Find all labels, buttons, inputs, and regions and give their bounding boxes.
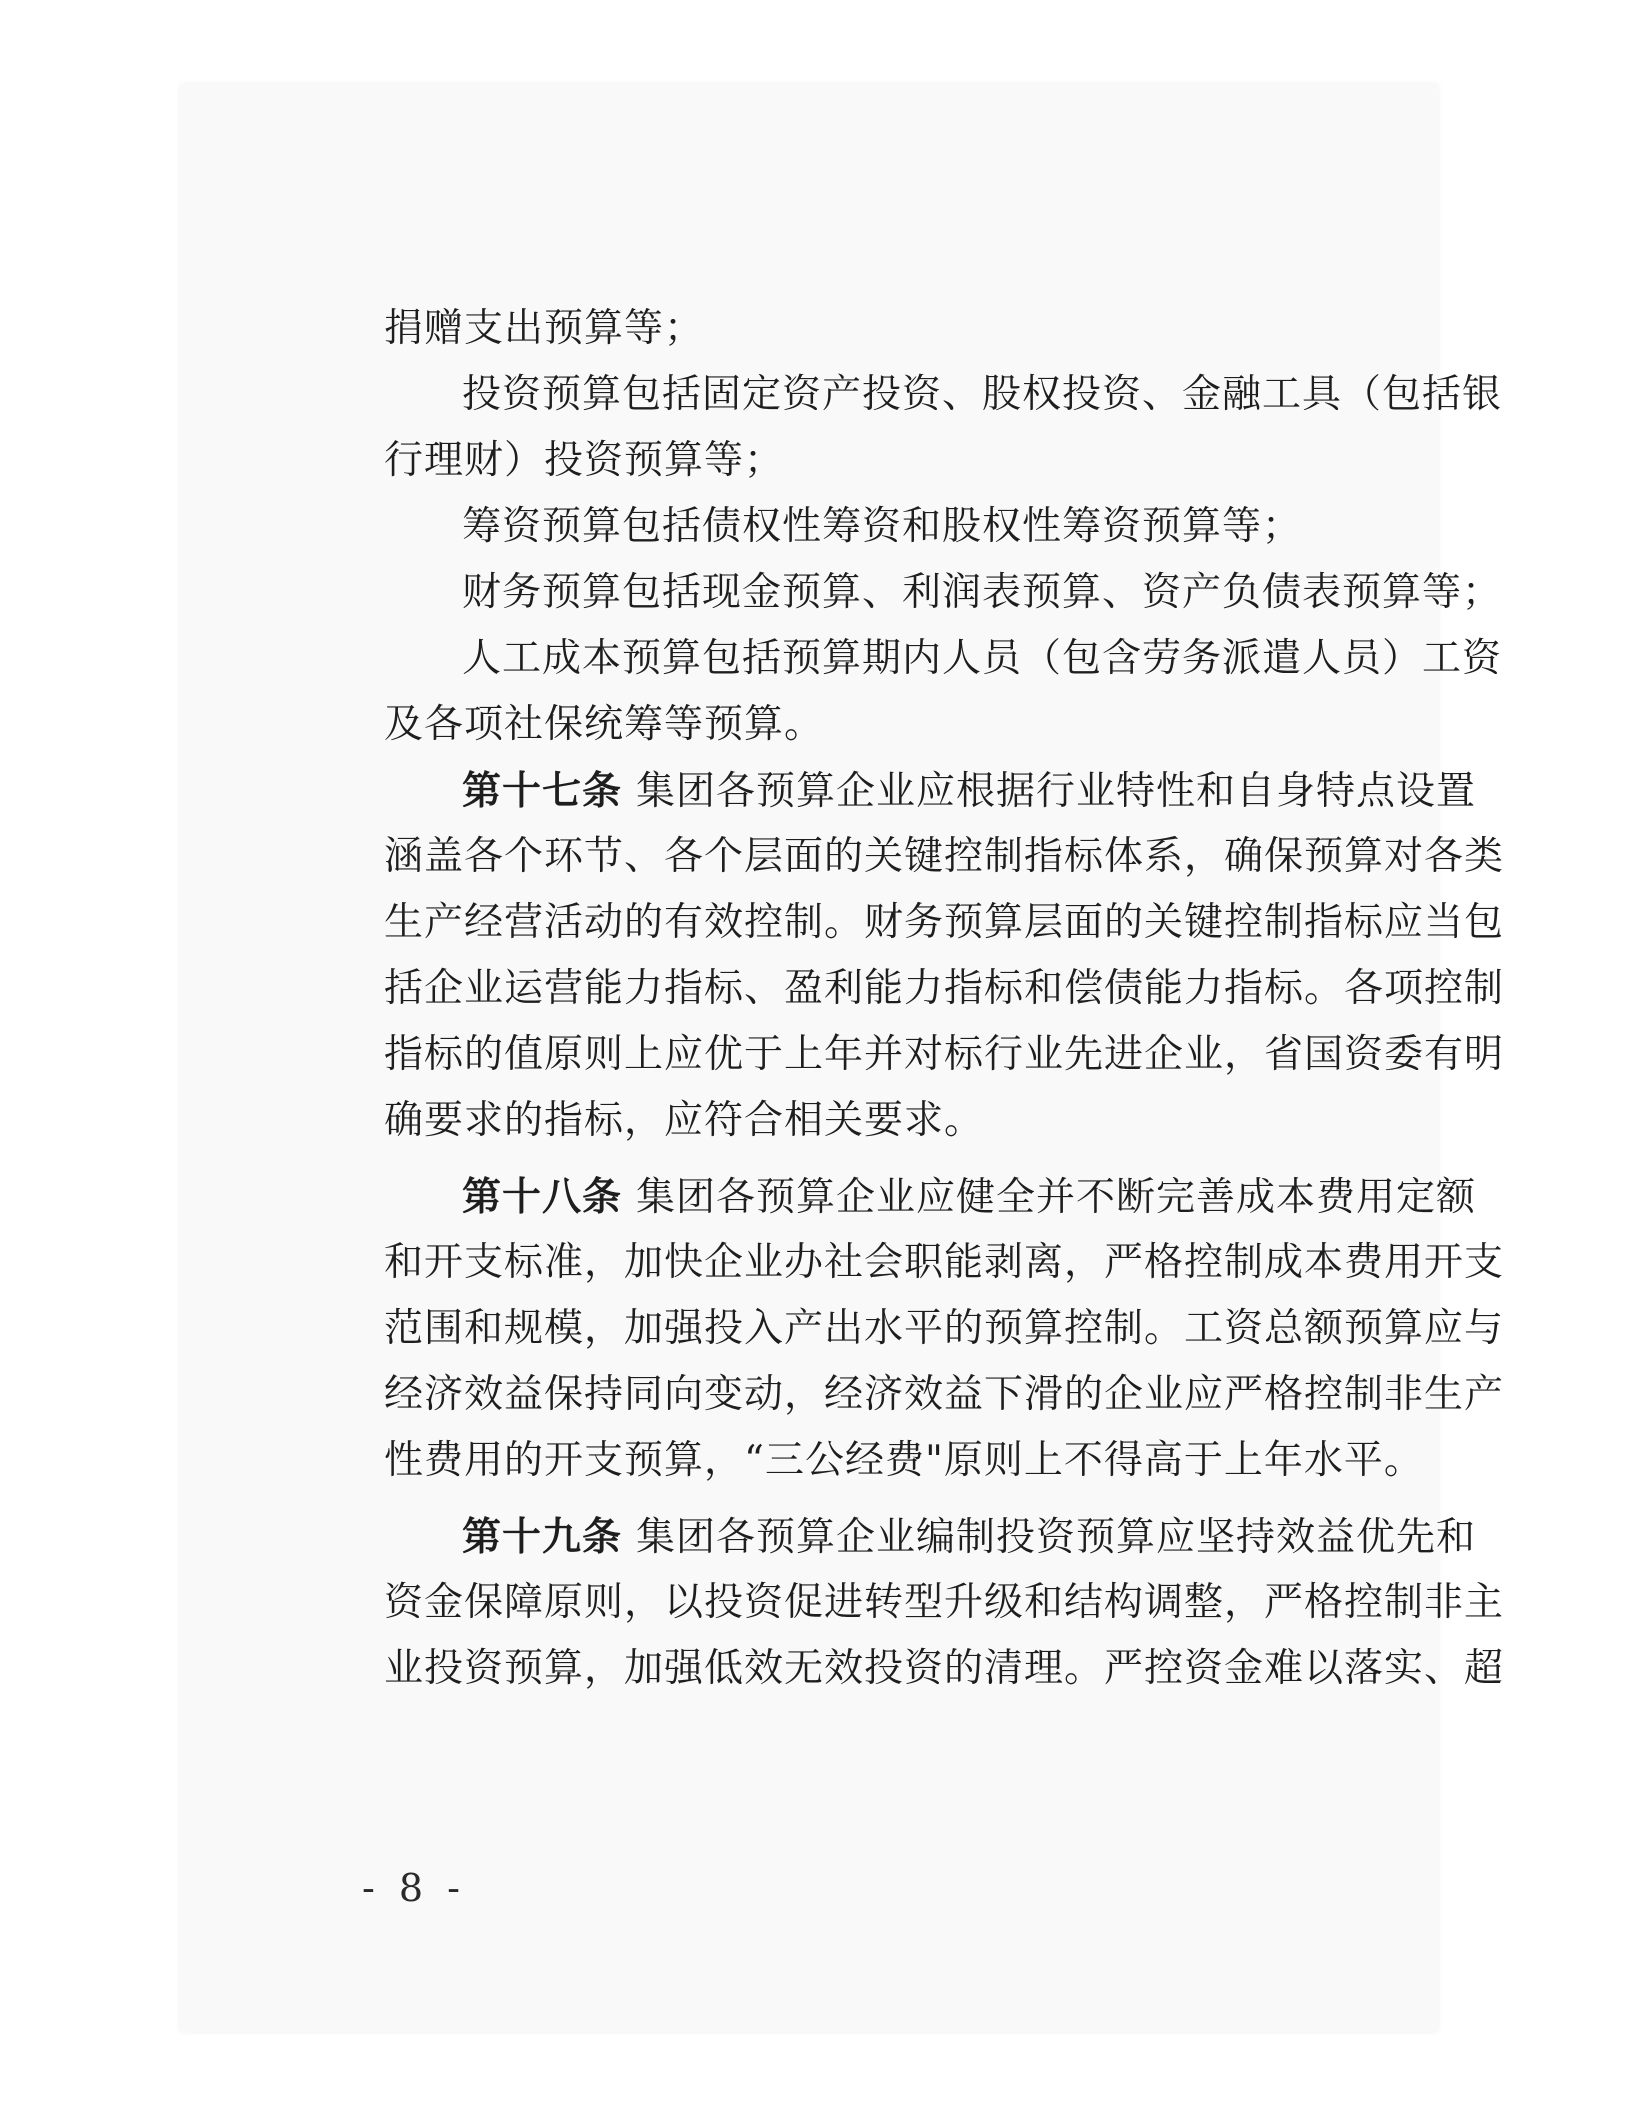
article-number: 第十八条	[462, 1174, 623, 1220]
text-line: 括企业运营能力指标、盈利能力指标和偿债能力指标。各项控制	[384, 966, 1505, 1011]
text-line: 性费用的开支预算，“三公经费"原则上不得高于上年水平。	[384, 1438, 1424, 1483]
paragraph-gap	[384, 1494, 1394, 1504]
text-line: 范围和规模，加强投入产出水平的预算控制。工资总额预算应与	[384, 1306, 1505, 1351]
page-number: - 8 -	[362, 1866, 467, 1910]
text-line: 资金保障原则，以投资促进转型升级和结构调整，严格控制非主	[384, 1580, 1505, 1625]
text-line: 筹资预算包括债权性筹资和股权性筹资预算等；	[462, 504, 1303, 549]
text-line: 行理财）投资预算等；	[384, 438, 785, 483]
article-19-first-line	[384, 1504, 1477, 1570]
article-number: 第十九条	[462, 1514, 623, 1560]
text-line: 财务预算包括现金预算、利润表预算、资产负债表预算等；	[462, 570, 1503, 615]
text-line: 业投资预算，加强低效无效投资的清理。严控资金难以落实、超	[384, 1646, 1505, 1691]
text-line: 投资预算包括固定资产投资、股权投资、金融工具（包括银	[462, 372, 1503, 417]
text-line: 捐赠支出预算等；	[384, 306, 705, 351]
paragraph-gap	[384, 1154, 1394, 1164]
text-line: 和开支标准，加快企业办社会职能剥离，严格控制成本费用开支	[384, 1240, 1505, 1285]
text-line: 集团各预算企业编制投资预算应坚持效益优先和	[636, 1515, 1477, 1560]
text-line: 集团各预算企业应根据行业特性和自身特点设置	[636, 769, 1477, 814]
text-line: 及各项社保统筹等预算。	[384, 702, 825, 747]
article-18-first-line	[384, 1164, 1477, 1230]
text-line: 涵盖各个环节、各个层面的关键控制指标体系，确保预算对各类	[384, 834, 1505, 879]
text-line: 确要求的指标，应符合相关要求。	[384, 1098, 985, 1143]
text-line: 生产经营活动的有效控制。财务预算层面的关键控制指标应当包	[384, 900, 1505, 945]
text-line: 人工成本预算包括预算期内人员（包含劳务派遣人员）工资	[462, 636, 1503, 681]
text-line: 集团各预算企业应健全并不断完善成本费用定额	[636, 1175, 1477, 1220]
document-body	[384, 296, 1505, 1702]
text-line: 指标的值原则上应优于上年并对标行业先进企业，省国资委有明	[384, 1032, 1505, 1077]
article-number: 第十七条	[462, 768, 623, 814]
article-17-first-line	[384, 758, 1477, 824]
text-line: 经济效益保持同向变动，经济效益下滑的企业应严格控制非生产	[384, 1372, 1505, 1417]
